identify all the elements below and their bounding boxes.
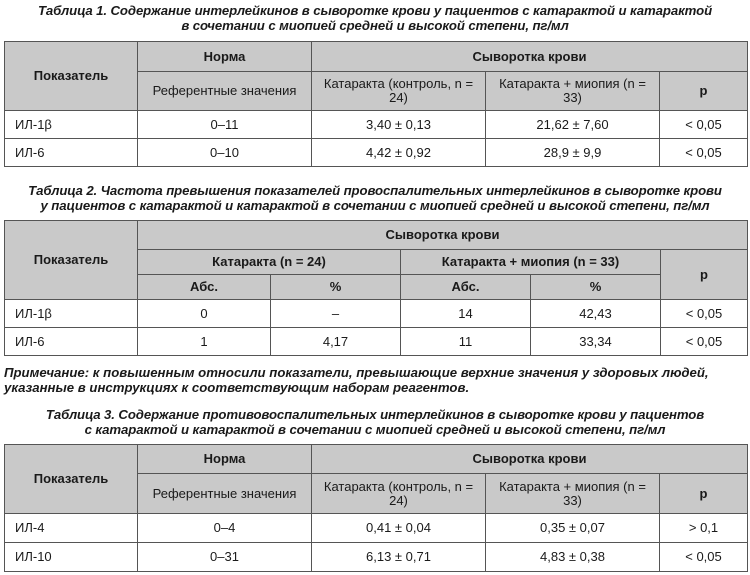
catmyo-value: 28,9 ± 9,9 <box>486 139 660 167</box>
table3-head-indicator: Показатель <box>5 445 138 514</box>
table2-head-indicator: Показатель <box>5 221 138 300</box>
table2-caption-line2: у пациентов с катарактой и катарактой в сочетании с миопией средней и высокой степени, пг/мл <box>40 198 710 213</box>
table2-note <box>4 365 748 395</box>
catmyo-value: 4,83 ± 0,38 <box>486 543 660 572</box>
table3-head-p: р <box>660 474 748 514</box>
table3-caption-line2: с катарактой и катарактой в сочетании с миопией средней и высокой степени, пг/мл <box>84 422 666 437</box>
table1-caption <box>0 3 750 33</box>
table3-head-cat: Катаракта (контроль, n = 24) <box>312 474 486 514</box>
table1-head-norm: Норма <box>138 42 312 72</box>
table2-head-cat: Катаракта (n = 24) <box>138 250 401 275</box>
table2-caption <box>0 183 750 213</box>
table1-head-serum: Сыворотка крови <box>312 42 748 72</box>
table1-head-catmyo: Катаракта + миопия (n = 33) <box>486 72 660 111</box>
p-value: > 0,1 <box>660 514 748 543</box>
table2-head-p: р <box>661 250 748 300</box>
table2-head-catmyo: Катаракта + миопия (n = 33) <box>401 250 661 275</box>
table-row <box>5 543 748 572</box>
table1 <box>4 41 748 167</box>
note-line1: Примечание: к повышенным относили показатели, превышающие верхние значения у здоровых людей, <box>4 365 709 380</box>
catmyo-value: 21,62 ± 7,60 <box>486 111 660 139</box>
myo-abs-value: 14 <box>401 300 531 328</box>
cat-pct-value: 4,17 <box>271 328 401 356</box>
cat-abs-value: 1 <box>138 328 271 356</box>
table3-head-ref: Референтные значения <box>138 474 312 514</box>
table-row <box>5 328 748 356</box>
table1-head-cat: Катаракта (контроль, n = 24) <box>312 72 486 111</box>
cat-value: 4,42 ± 0,92 <box>312 139 486 167</box>
table2-head-cat-pct: % <box>271 275 401 300</box>
table-row <box>5 111 748 139</box>
table1-caption-line2: в сочетании с миопией средней и высокой степени, пг/мл <box>181 18 569 33</box>
cat-pct-value: – <box>271 300 401 328</box>
table-row <box>5 139 748 167</box>
cat-abs-value: 0 <box>138 300 271 328</box>
ref-value: 0–10 <box>138 139 312 167</box>
catmyo-value: 0,35 ± 0,07 <box>486 514 660 543</box>
table2-head-serum: Сыворотка крови <box>138 221 748 250</box>
indicator-name: ИЛ-4 <box>5 514 138 543</box>
table2 <box>4 220 748 356</box>
indicator-name: ИЛ-6 <box>5 139 138 167</box>
note-line2: указанные в инструкциях к соответствующим наборам реагентов. <box>4 380 470 395</box>
ref-value: 0–31 <box>138 543 312 572</box>
myo-pct-value: 42,43 <box>531 300 661 328</box>
myo-abs-value: 11 <box>401 328 531 356</box>
table2-head-cat-abs: Абс. <box>138 275 271 300</box>
p-value: < 0,05 <box>660 111 748 139</box>
table1-head-ref: Референтные значения <box>138 72 312 111</box>
indicator-name: ИЛ-10 <box>5 543 138 572</box>
p-value: < 0,05 <box>661 328 748 356</box>
cat-value: 0,41 ± 0,04 <box>312 514 486 543</box>
indicator-name: ИЛ-1β <box>5 111 138 139</box>
table3-caption-line1: Таблица 3. Содержание противовоспалительных интерлейкинов в сыворотке крови у пациентов <box>45 407 705 422</box>
p-value: < 0,05 <box>660 543 748 572</box>
table3-head-norm: Норма <box>138 445 312 474</box>
indicator-name: ИЛ-6 <box>5 328 138 356</box>
ref-value: 0–4 <box>138 514 312 543</box>
table1-head-indicator: Показатель <box>5 42 138 111</box>
table1-caption-line1: Таблица 1. Содержание интерлейкинов в сыворотке крови у пациентов с катарактой и катарактой <box>37 3 713 18</box>
cat-value: 3,40 ± 0,13 <box>312 111 486 139</box>
table2-head-myo-abs: Абс. <box>401 275 531 300</box>
myo-pct-value: 33,34 <box>531 328 661 356</box>
table3-head-serum: Сыворотка крови <box>312 445 748 474</box>
p-value: < 0,05 <box>661 300 748 328</box>
ref-value: 0–11 <box>138 111 312 139</box>
table2-head-myo-pct: % <box>531 275 661 300</box>
indicator-name: ИЛ-1β <box>5 300 138 328</box>
table3-head-catmyo: Катаракта + миопия (n = 33) <box>486 474 660 514</box>
table1-head-p: р <box>660 72 748 111</box>
table3 <box>4 444 748 572</box>
p-value: < 0,05 <box>660 139 748 167</box>
table2-caption-line1: Таблица 2. Частота превышения показателей провоспалительных интерлейкинов в сыворотке крови <box>28 183 722 198</box>
cat-value: 6,13 ± 0,71 <box>312 543 486 572</box>
table-row <box>5 514 748 543</box>
table3-caption <box>0 407 750 437</box>
table-row <box>5 300 748 328</box>
